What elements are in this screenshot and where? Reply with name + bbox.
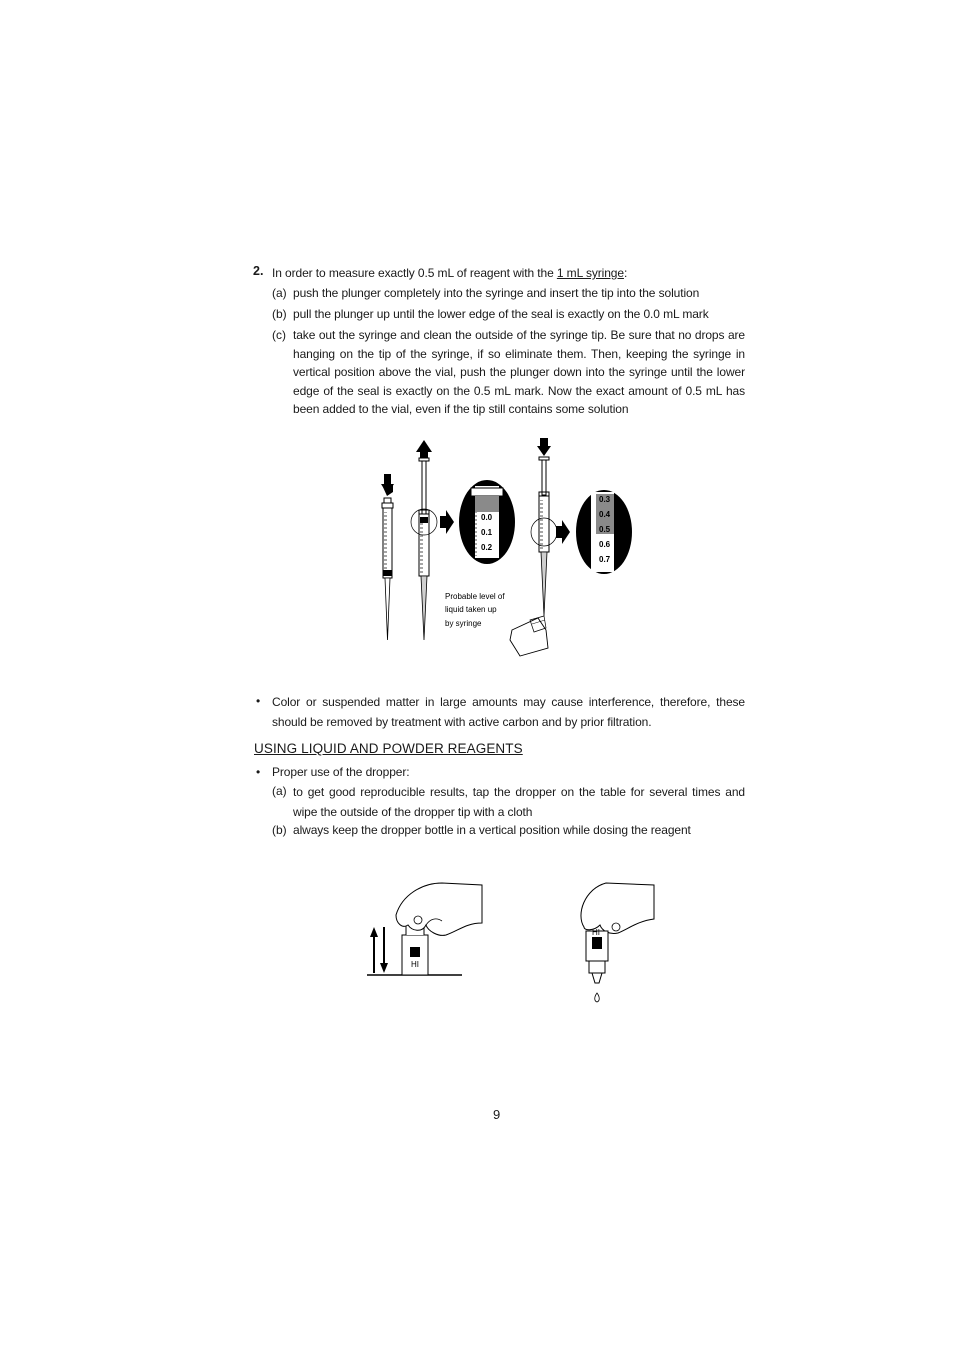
item-b-label: (b): [272, 307, 287, 321]
down-arrow-icon: [537, 446, 551, 456]
syringe-1: [381, 474, 394, 640]
caption-line: Probable level of: [445, 592, 505, 601]
down-arrow-icon: [370, 927, 378, 973]
zoom-scale-2: [576, 490, 632, 574]
bottle-label: HI: [592, 928, 600, 937]
scale-a-label: 0.0: [481, 513, 493, 522]
scale-b-label: 0.7: [599, 555, 611, 564]
scale-a-label: 0.1: [481, 528, 493, 537]
up-arrow-icon: [380, 927, 388, 973]
item-b-text: pull the plunger up until the lower edge of the seal is exactly on the 0.0 mL mark: [293, 307, 709, 321]
scale-b-label: 0.3: [599, 495, 611, 504]
scale-b-label: 0.6: [599, 540, 611, 549]
dropper-item-a-text: to get good reproducible results, tap the dropper on the table for several times and wipe the outside of the dropper tip with a cloth: [293, 785, 745, 819]
dropper-item-a-label: (a): [272, 784, 287, 798]
item-a-label: (a): [272, 286, 287, 300]
step-intro: [272, 264, 752, 283]
syringe-3: [510, 438, 570, 656]
scale-b-label: 0.5: [599, 525, 611, 534]
item-c-label: (c): [272, 328, 286, 342]
interference-note: Color or suspended matter in large amounts may cause interference, therefore, these should be removed by treatment with active carbon and by prior filtration.: [272, 695, 745, 729]
page-number: 9: [493, 1107, 501, 1122]
step-intro-text: In order to measure exactly 0.5 mL of reagent with the: [272, 266, 557, 280]
tapping-bottle: [367, 883, 482, 975]
bullet-symbol: •: [256, 765, 261, 779]
dosing-bottle: [581, 883, 654, 1002]
right-arrow-icon: [556, 520, 570, 544]
vial: [510, 618, 548, 656]
section-heading: USING LIQUID AND POWDER REAGENTS: [254, 741, 523, 756]
zoom-scale-1: [459, 480, 515, 564]
scale-b-label: 0.4: [599, 510, 611, 519]
syringe-caption: [445, 592, 505, 628]
scale-a-label: 0.2: [481, 543, 493, 552]
dropper-figure: [362, 875, 662, 1015]
syringe-reference: 1 mL syringe: [556, 266, 624, 280]
caption-line: by syringe: [445, 619, 482, 628]
item-c-text: take out the syringe and clean the outside of the syringe tip. Be sure that no drops are hanging on the tip of the syringe, if so eliminate them. Then, keeping the syringe in vertical position above the vial, push the plunger down into the syringe until the lower edge of the seal is exactly on the 0.5 mL mark. Now the exact amount of 0.5 mL has been added to the vial, even if the tip still contains some solution: [293, 328, 745, 417]
bullet-symbol: •: [256, 694, 261, 708]
item-a-text: push the plunger completely into the syringe and insert the tip into the solution: [293, 286, 700, 300]
dropper-intro: Proper use of the dropper:: [272, 765, 410, 779]
dropper-item-b-text: always keep the dropper bottle in a vertical position while dosing the reagent: [293, 823, 691, 837]
up-arrow-icon: [416, 440, 432, 452]
step-intro-colon: :: [623, 266, 628, 280]
right-arrow-icon: [440, 510, 454, 534]
step-number: 2.: [253, 264, 264, 278]
bottle-label: HI: [411, 960, 419, 969]
syringe-figure: [360, 430, 650, 660]
dropper-item-b-label: (b): [272, 823, 287, 837]
drop-icon: [595, 993, 600, 1002]
caption-line: liquid taken up: [445, 605, 497, 614]
